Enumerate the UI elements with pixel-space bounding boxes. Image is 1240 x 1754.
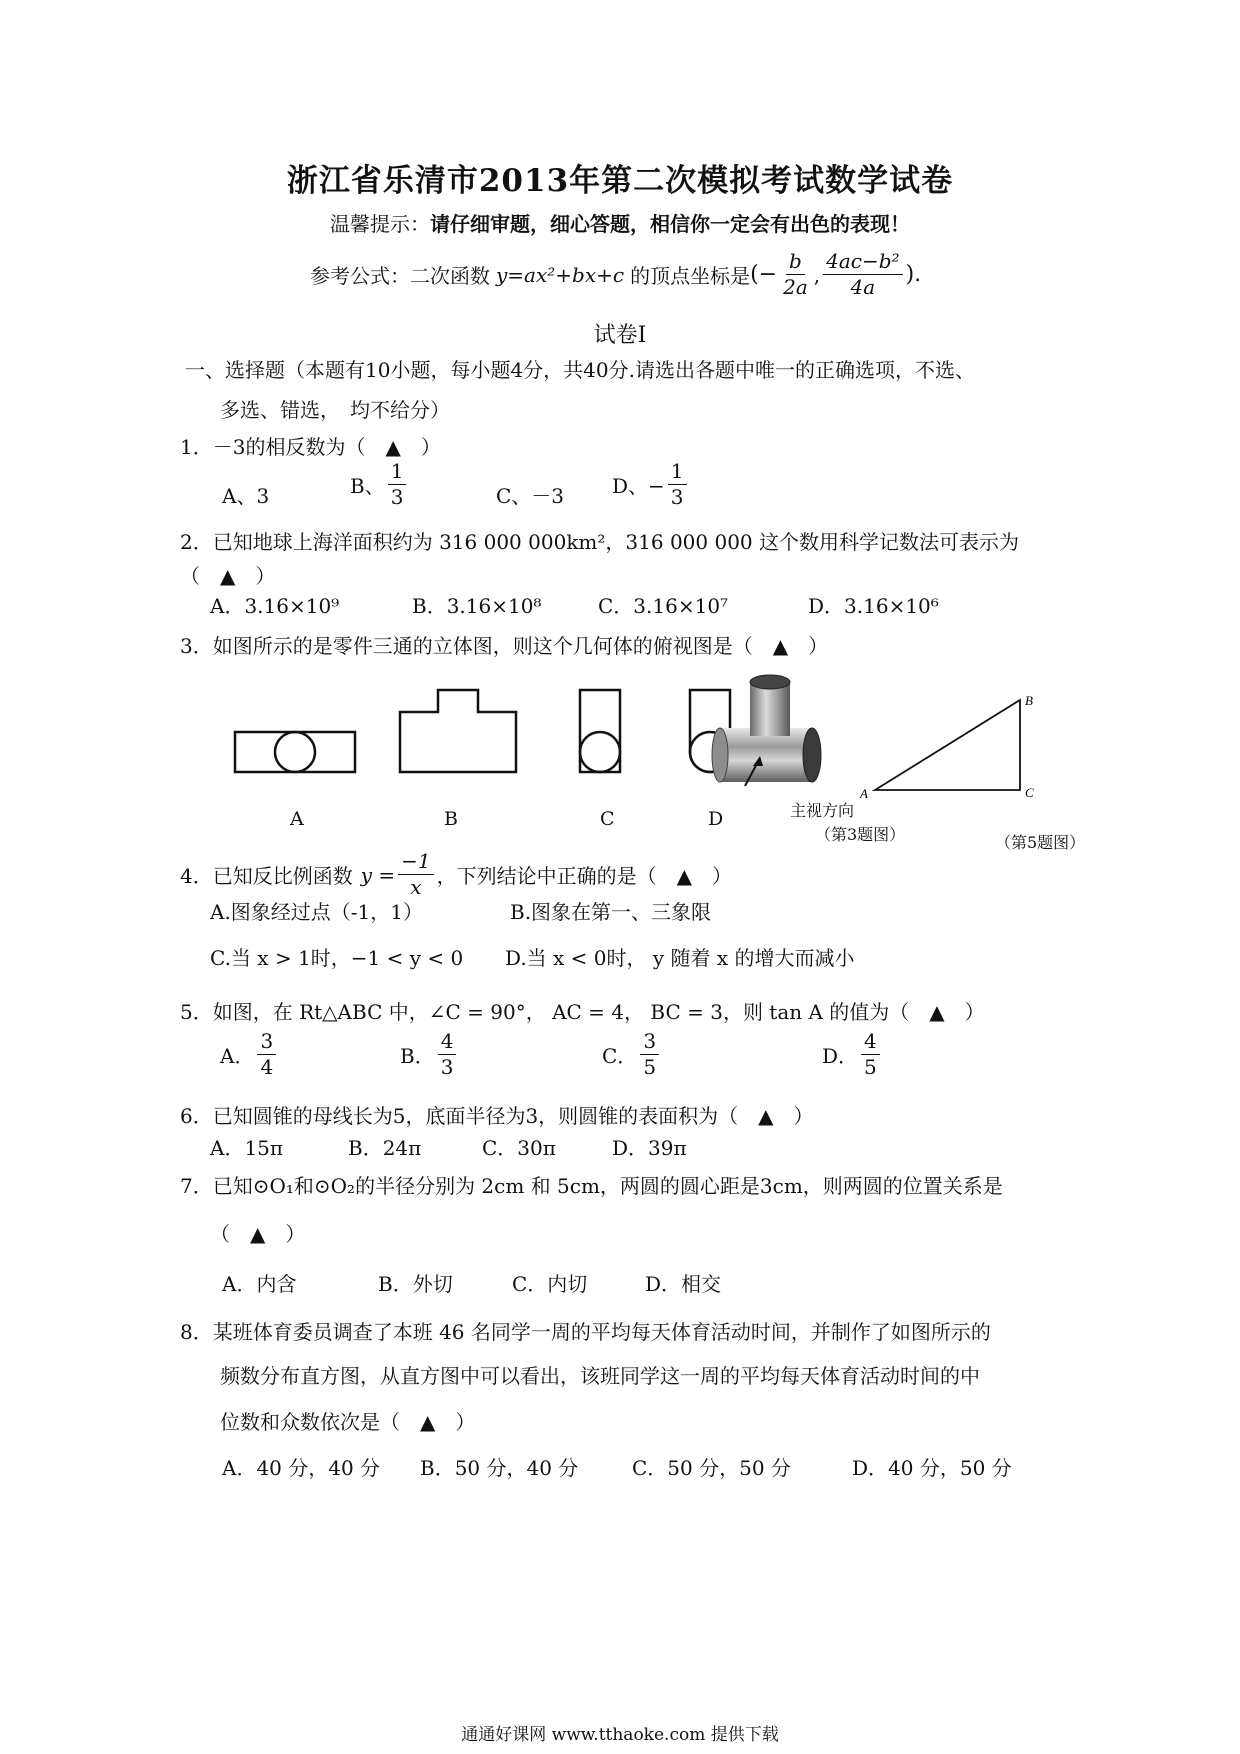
vertex-x-fraction <box>780 250 811 299</box>
q5-d-num: 4 <box>861 1030 880 1055</box>
q5-option-b <box>400 1030 459 1079</box>
q3-view-b <box>400 690 516 772</box>
q6-option-a: A．15π <box>210 1136 284 1160</box>
triangle-label-c: C <box>1025 785 1034 800</box>
q3-label-d: D <box>708 808 724 830</box>
tip-line <box>0 208 1240 237</box>
q1-option-b <box>350 460 409 509</box>
q5-a-num: 3 <box>257 1030 276 1055</box>
q5-option-d <box>822 1030 883 1079</box>
q8-option-d: D．40 分，50 分 <box>852 1456 1012 1480</box>
q8-stem-line1: 8．某班体育委员调查了本班 46 名同学一周的平均每天体育活动时间，并制作了如图所示的 <box>180 1320 991 1344</box>
vertex-y-fraction <box>823 250 902 299</box>
q2-stem: 2．已知地球上海洋面积约为 316 000 000km²，316 000 000 这个数用科学记数法可表示为 <box>180 530 1020 554</box>
q4-option-b: B.图象在第一、三象限 <box>510 900 712 924</box>
q1-option-c: C、－3 <box>496 484 565 508</box>
q1-option-d <box>612 460 690 509</box>
q6-stem: 6．已知圆锥的母线长为5，底面半径为3，则圆锥的表面积为（ ▲ ） <box>180 1104 814 1128</box>
q4-stem <box>180 850 732 899</box>
q5-a-label: A． <box>220 1044 255 1068</box>
q7-option-c: C．内切 <box>512 1272 588 1296</box>
q4-stem-prefix: 4．已知反比例函数 <box>180 864 353 888</box>
q3-figures <box>200 670 1200 840</box>
section-heading-line2: 多选、错选， 均不给分） <box>220 398 450 422</box>
vertex-x-numerator: b <box>786 250 805 275</box>
q7-option-d: D．相交 <box>645 1272 722 1296</box>
q4-option-a: A.图象经过点（-1，1） <box>210 900 424 924</box>
q7-stem-answer: （ ▲ ） <box>210 1222 306 1246</box>
q1-option-d-fraction <box>668 460 687 509</box>
q3-view-direction-label: 主视方向 <box>790 801 855 820</box>
q7-option-a: A．内含 <box>222 1272 297 1296</box>
q5-option-c <box>602 1030 662 1079</box>
q4-func-lhs: y = <box>360 862 396 887</box>
q5-d-den: 5 <box>864 1055 877 1079</box>
formula-function: y=ax²+bx+c <box>496 262 625 287</box>
q8-option-b: B．50 分，40 分 <box>420 1456 579 1480</box>
q3-tee-pipe <box>712 675 821 786</box>
q1-d-den: 3 <box>670 485 684 509</box>
q1-option-b-label: B、 <box>350 474 385 498</box>
q6-option-b: B．24π <box>348 1136 422 1160</box>
reference-formula: 参考公式：二次函数 y=ax²+bx+c 的顶点坐标是 (− $\frac{b}{2a}$ , $\frac{\text{4ac−b²}}{4a}$ ). <box>310 249 922 299</box>
vertex-x-denominator: 2a <box>783 275 808 299</box>
q1-option-b-fraction <box>388 460 407 509</box>
q3-label-c: C <box>600 808 615 830</box>
q6-option-d: D．39π <box>612 1136 687 1160</box>
q4-option-d: D.当 x < 0时， y 随着 x 的增大而减小 <box>505 946 855 970</box>
q3-view-c <box>580 690 620 772</box>
q5-d-label: D． <box>822 1044 859 1068</box>
q5-b-den: 3 <box>440 1055 454 1079</box>
q4-func-den: x <box>410 875 422 899</box>
triangle-label-b: B <box>1025 693 1033 708</box>
triangle-label-a: A <box>860 786 868 801</box>
q4-option-c: C.当 x > 1时，−1 < y < 0 <box>210 946 464 970</box>
q6-option-c: C．30π <box>482 1136 556 1160</box>
page-title: 浙江省乐清市2013年第二次模拟考试数学试卷 <box>286 163 954 199</box>
q3-figure-caption: （第3题图） <box>815 825 906 844</box>
q1-d-num: 1 <box>668 460 687 485</box>
section-heading-line1: 一、选择题（本题有10小题，每小题4分，共40分.请选出各题中唯一的正确选项，不选、 <box>185 358 975 382</box>
q2-option-d: D．3.16×10⁶ <box>808 594 939 618</box>
q3-label-a: A <box>290 808 304 830</box>
q5-figure-caption: （第5题图） <box>995 833 1086 852</box>
q7-option-b: B．外切 <box>378 1272 453 1296</box>
q7-stem: 7．已知⊙O₁和⊙O₂的半径分别为 2cm 和 5cm，两圆的圆心距是3cm，则两圆的位置关系是 <box>180 1174 1003 1198</box>
q5-b-num: 4 <box>438 1030 457 1055</box>
q3-view-a <box>235 732 355 772</box>
q1-b-num: 1 <box>388 460 407 485</box>
q2-option-a: A．3.16×10⁹ <box>210 594 340 618</box>
q5-c-label: C． <box>602 1044 638 1068</box>
q3-stem: 3．如图所示的是零件三通的立体图，则这个几何体的俯视图是（ ▲ ） <box>180 634 829 658</box>
formula-mid: 的顶点坐标是 <box>630 264 751 288</box>
q5-triangle <box>859 693 1034 801</box>
q5-stem: 5．如图，在 Rt△ABC 中，∠C = 90°， AC = 4， BC = 3，则 tan A 的值为（ ▲ ） <box>180 1000 985 1024</box>
q4-func-fraction <box>398 850 433 899</box>
q8-stem-line3: 位数和众数依次是（ ▲ ） <box>220 1410 476 1434</box>
q5-c-den: 5 <box>643 1055 657 1079</box>
q1-b-den: 3 <box>390 485 404 509</box>
tip-text: 请仔细审题，细心答题，相信你一定会有出色的表现！ <box>430 212 910 236</box>
q1-option-a: A、3 <box>222 484 270 508</box>
vertex-y-numerator: 4ac−b² <box>823 250 902 275</box>
q4-stem-suffix: ，下列结论中正确的是（ ▲ ） <box>436 864 733 888</box>
q1-option-d-label: D、− <box>612 474 665 498</box>
q1-stem: 1．－3的相反数为（ ▲ ） <box>180 435 441 459</box>
q2-option-b: B．3.16×10⁸ <box>412 594 542 618</box>
q4-func-num: −1 <box>398 850 433 875</box>
q5-a-den: 4 <box>260 1055 274 1079</box>
q8-option-c: C．50 分，50 分 <box>632 1456 791 1480</box>
page-footer: 通通好课网 www.tthaoke.com 提供下载 <box>461 1725 779 1745</box>
q8-stem-line2: 频数分布直方图，从直方图中可以看出，该班同学这一周的平均每天体育活动时间的中 <box>220 1364 980 1388</box>
vertex-y-denominator: 4a <box>850 275 876 299</box>
q8-option-a: A．40 分，40 分 <box>222 1456 381 1480</box>
q2-option-c: C．3.16×10⁷ <box>598 594 729 618</box>
q2-stem-answer: （ ▲ ） <box>180 564 276 588</box>
q5-c-num: 3 <box>640 1030 659 1055</box>
q5-option-a <box>220 1030 279 1079</box>
q3-label-b: B <box>444 808 458 830</box>
formula-prefix: 参考公式：二次函数 <box>310 264 490 288</box>
q5-b-label: B． <box>400 1044 435 1068</box>
tip-prefix: 温馨提示： <box>330 212 430 236</box>
section-label: 试卷Ⅰ <box>593 323 647 348</box>
